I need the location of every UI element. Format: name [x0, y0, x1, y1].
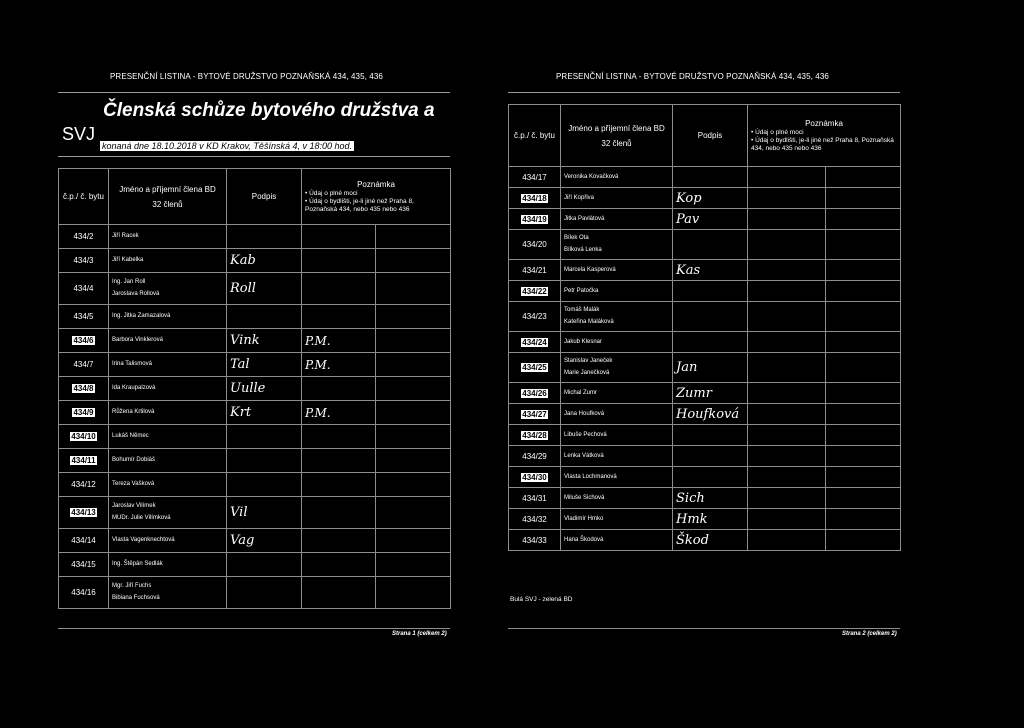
member-name: Jitka Pavlátová — [564, 215, 605, 222]
unit-number-text: 434/26 — [522, 388, 547, 398]
signature: Tal — [227, 353, 302, 377]
unit-number — [59, 529, 109, 553]
proxy-note — [302, 425, 376, 449]
member-name: Vladimír Hmko — [564, 515, 604, 522]
proxy-note — [748, 353, 826, 383]
member-name: Michal Zumr — [564, 389, 598, 396]
address-note — [376, 449, 451, 473]
table-row — [509, 209, 901, 230]
col-header-note — [748, 105, 901, 167]
proxy-note — [748, 332, 826, 353]
table-row — [509, 167, 901, 188]
proxy-note — [748, 488, 826, 509]
unit-number-text: 434/31 — [522, 493, 547, 503]
right-footer-rule — [508, 628, 900, 629]
unit-number-text: 434/28 — [522, 430, 547, 440]
unit-number — [59, 577, 109, 609]
left-attendance-table — [58, 168, 451, 609]
proxy-note — [302, 273, 376, 305]
unit-number — [509, 188, 561, 209]
left-title: Členská schůze bytového družstva a — [103, 100, 435, 121]
member-names — [109, 553, 227, 577]
table-row — [59, 273, 451, 305]
address-note — [376, 497, 451, 529]
table-row — [509, 446, 901, 467]
address-note — [376, 329, 451, 353]
signature: Krt — [227, 401, 302, 425]
signature: Škod — [673, 530, 748, 551]
signature: Houfková — [673, 404, 748, 425]
note-bullet-2: • Údaj o bydlišti, je-li jiné než Praha 8, Poznaňská 434, nebo 435 nebo 436 — [751, 137, 897, 153]
proxy-note — [302, 377, 376, 401]
member-names — [561, 353, 673, 383]
table-row — [509, 332, 901, 353]
address-note — [826, 467, 901, 488]
signature: Kop — [673, 188, 748, 209]
right-header: PRESENČNÍ LISTINA - BYTOVÉ DRUŽSTVO POZNAŇSKÁ 434, 435, 436 — [556, 72, 829, 81]
proxy-note — [748, 188, 826, 209]
unit-number-text: 434/30 — [522, 472, 547, 482]
member-names — [561, 509, 673, 530]
unit-number — [509, 383, 561, 404]
unit-number-text: 434/25 — [522, 363, 547, 372]
proxy-note — [748, 530, 826, 551]
unit-number — [59, 449, 109, 473]
unit-number — [59, 329, 109, 353]
left-subtitle: konaná dne 18.10.2018 v KD Krakov, Těšínská 4, v 18:00 hod. — [102, 141, 352, 151]
unit-number-text: 434/3 — [73, 256, 94, 265]
proxy-note — [302, 249, 376, 273]
unit-number-text: 434/2 — [73, 232, 94, 241]
unit-number-text: 434/33 — [522, 535, 547, 545]
unit-number-text: 434/16 — [71, 588, 96, 597]
address-note — [826, 383, 901, 404]
col-header-note — [302, 169, 451, 225]
member-names — [561, 530, 673, 551]
unit-number-text: 434/14 — [71, 536, 96, 545]
member-name: Vlasta Lochmanová — [564, 473, 617, 480]
unit-number — [509, 467, 561, 488]
proxy-note — [748, 260, 826, 281]
signature: Jan — [673, 353, 748, 383]
member-names — [109, 377, 227, 401]
member-name: Ing. Jan Roll — [112, 279, 146, 285]
left-header: PRESENČNÍ LISTINA - BYTOVÉ DRUŽSTVO POZNAŇSKÁ 434, 435, 436 — [110, 72, 383, 81]
address-note — [826, 332, 901, 353]
member-names — [109, 225, 227, 249]
member-name: Marcela Kasperová — [564, 266, 616, 273]
member-name: Jiří Kopřiva — [564, 194, 595, 201]
member-name: MUDr. Julie Vilímková — [112, 515, 171, 521]
table-row — [59, 553, 451, 577]
member-names — [561, 281, 673, 302]
table-row — [509, 488, 901, 509]
col-header-count: 32 členů — [601, 138, 632, 148]
member-name: Jiří Racek — [112, 233, 139, 239]
right-footer: Strana 2 (celkem 2) — [842, 631, 897, 637]
member-names — [109, 305, 227, 329]
member-names — [109, 249, 227, 273]
unit-number-text: 434/11 — [71, 456, 96, 465]
member-name: Jaroslava Rollová — [112, 291, 160, 297]
member-names — [561, 260, 673, 281]
table-row — [509, 530, 901, 551]
member-name: Libuše Pechová — [564, 431, 607, 438]
member-names — [561, 302, 673, 332]
unit-number — [509, 230, 561, 260]
signature — [673, 230, 748, 260]
address-note — [376, 473, 451, 497]
signature — [673, 446, 748, 467]
member-names — [109, 273, 227, 305]
table-row — [59, 425, 451, 449]
unit-number — [509, 509, 561, 530]
address-note — [376, 577, 451, 609]
member-names — [109, 473, 227, 497]
member-name: Tomáš Malák — [564, 307, 600, 313]
unit-number-text: 434/24 — [522, 337, 547, 347]
signature — [673, 302, 748, 332]
member-names — [561, 209, 673, 230]
proxy-note — [302, 529, 376, 553]
member-name: Barbora Vinklerová — [112, 337, 163, 343]
signature: Pav — [673, 209, 748, 230]
member-names — [109, 353, 227, 377]
address-note — [826, 353, 901, 383]
member-names — [561, 332, 673, 353]
unit-number — [509, 302, 561, 332]
table-row — [59, 305, 451, 329]
address-note — [826, 488, 901, 509]
table-row — [59, 249, 451, 273]
unit-number-text: 434/17 — [522, 172, 547, 182]
member-name: Ing. Jitka Zamazalová — [112, 313, 171, 319]
member-name: Stanislav Janeček — [564, 358, 613, 364]
table-row — [59, 473, 451, 497]
table-row — [59, 497, 451, 529]
unit-number — [509, 446, 561, 467]
signature: Uulle — [227, 377, 302, 401]
signature — [227, 473, 302, 497]
note-bullet-2: • Údaj o bydlišti, je-li jiné než Praha 8, Poznaňská 434, nebo 435 nebo 436 — [305, 198, 447, 214]
unit-number-text: 434/10 — [71, 432, 96, 441]
col-header-note-bullets — [305, 190, 447, 214]
member-name: Jana Houfková — [564, 410, 605, 417]
unit-number — [509, 260, 561, 281]
proxy-note — [302, 497, 376, 529]
table-row — [59, 529, 451, 553]
table-row — [509, 467, 901, 488]
proxy-note — [302, 305, 376, 329]
member-names — [109, 577, 227, 609]
proxy-note — [748, 281, 826, 302]
unit-number-text: 434/23 — [522, 312, 547, 321]
unit-number — [59, 425, 109, 449]
signature: Vil — [227, 497, 302, 529]
unit-number — [59, 497, 109, 529]
member-names — [561, 404, 673, 425]
address-note — [826, 167, 901, 188]
unit-number — [59, 353, 109, 377]
unit-number — [509, 167, 561, 188]
member-name: Lukáš Němec — [112, 433, 149, 439]
proxy-note — [748, 209, 826, 230]
signature: Sich — [673, 488, 748, 509]
unit-number — [509, 530, 561, 551]
address-note — [376, 529, 451, 553]
member-names — [561, 167, 673, 188]
member-name: Mgr. Jiří Fuchs — [112, 583, 152, 589]
member-name: Ida Kraupalzová — [112, 385, 156, 391]
unit-number-text: 434/13 — [71, 508, 96, 517]
address-note — [826, 404, 901, 425]
table-row — [509, 260, 901, 281]
unit-number — [509, 425, 561, 446]
address-note — [376, 553, 451, 577]
table-row — [509, 404, 901, 425]
table-row — [509, 302, 901, 332]
unit-number — [59, 225, 109, 249]
address-note — [826, 230, 901, 260]
note-bullet-1: • Údaj o plné moci — [305, 190, 447, 198]
member-names — [561, 446, 673, 467]
table-row — [59, 225, 451, 249]
unit-number-text: 434/19 — [522, 214, 547, 224]
table-row — [59, 449, 451, 473]
member-name: Petr Patočka — [564, 287, 599, 294]
address-note — [376, 425, 451, 449]
signature — [673, 332, 748, 353]
unit-number-text: 434/22 — [522, 286, 547, 296]
unit-number — [59, 249, 109, 273]
unit-number-text: 434/9 — [73, 408, 94, 417]
signature — [673, 167, 748, 188]
member-name: Bohumír Dobiáš — [112, 457, 156, 463]
member-name: Marie Janečková — [564, 370, 610, 376]
proxy-note — [302, 449, 376, 473]
unit-number — [509, 209, 561, 230]
signature — [673, 467, 748, 488]
member-names — [109, 497, 227, 529]
member-name: Hana Škodová — [564, 536, 604, 543]
member-names — [561, 230, 673, 260]
table-row — [59, 353, 451, 377]
unit-number-text: 434/5 — [73, 312, 94, 321]
member-names — [109, 529, 227, 553]
right-legend: Bulá SVJ - zelená BD — [510, 596, 573, 603]
member-name: Bibiana Fuchsová — [112, 595, 160, 601]
address-note — [376, 305, 451, 329]
signature: Kab — [227, 249, 302, 273]
table-row — [59, 401, 451, 425]
unit-number-text: 434/6 — [73, 336, 94, 345]
table-row — [509, 509, 901, 530]
signature: Kas — [673, 260, 748, 281]
col-header-name-label: Jméno a příjemní člena BD — [119, 184, 216, 194]
col-header-note-bullets — [751, 129, 897, 153]
left-footer: Strana 1 (celkem 2) — [392, 631, 447, 637]
left-header-rule — [58, 92, 450, 93]
unit-number-text: 434/32 — [522, 514, 547, 524]
member-name: Veronika Kovačková — [564, 173, 619, 180]
signature: Vag — [227, 529, 302, 553]
address-note — [826, 209, 901, 230]
proxy-note — [748, 509, 826, 530]
member-names — [109, 329, 227, 353]
unit-number — [59, 401, 109, 425]
unit-number — [59, 273, 109, 305]
member-names — [109, 401, 227, 425]
proxy-note — [302, 577, 376, 609]
col-header-sign: Podpis — [227, 169, 302, 225]
address-note — [376, 377, 451, 401]
unit-number-text: 434/21 — [522, 265, 547, 275]
member-names — [561, 467, 673, 488]
member-names — [109, 425, 227, 449]
proxy-note — [748, 404, 826, 425]
member-name: Ing. Štěpán Sedlák — [112, 561, 163, 567]
proxy-note — [748, 383, 826, 404]
address-note — [826, 446, 901, 467]
unit-number — [59, 305, 109, 329]
signature — [227, 553, 302, 577]
unit-number-text: 434/27 — [522, 409, 547, 419]
col-header-cp: č.p./ č. bytu — [59, 169, 109, 225]
proxy-note — [302, 473, 376, 497]
table-row — [509, 425, 901, 446]
unit-number-text: 434/18 — [522, 193, 547, 203]
signature — [227, 305, 302, 329]
member-name: Miluše Sichová — [564, 494, 605, 501]
right-attendance-table — [508, 104, 901, 551]
address-note — [376, 249, 451, 273]
unit-number-text: 434/20 — [522, 240, 547, 249]
member-names — [561, 425, 673, 446]
col-header-name — [561, 105, 673, 167]
col-header-note-title: Poznámka — [357, 180, 395, 189]
proxy-note — [302, 553, 376, 577]
address-note — [376, 273, 451, 305]
address-note — [826, 260, 901, 281]
unit-number — [509, 488, 561, 509]
table-row — [509, 383, 901, 404]
unit-number-text: 434/4 — [73, 284, 94, 293]
proxy-note — [748, 425, 826, 446]
col-header-sign: Podpis — [673, 105, 748, 167]
table-row — [509, 353, 901, 383]
address-note — [826, 425, 901, 446]
member-name: Bílková Lenka — [564, 247, 602, 253]
member-name: Kateřina Maláková — [564, 319, 614, 325]
left-subtitle-rule — [58, 156, 450, 157]
signature — [227, 425, 302, 449]
address-note — [376, 401, 451, 425]
unit-number-text: 434/7 — [73, 360, 94, 369]
table-row — [509, 188, 901, 209]
member-name: Jiří Kabelka — [112, 257, 144, 263]
table-row — [59, 577, 451, 609]
signature: Vink — [227, 329, 302, 353]
member-name: Tereza Vašková — [112, 481, 155, 487]
unit-number — [59, 473, 109, 497]
col-header-cp: č.p./ č. bytu — [509, 105, 561, 167]
col-header-note-title: Poznámka — [805, 119, 843, 128]
proxy-note: P.M. — [302, 329, 376, 353]
member-names — [561, 188, 673, 209]
proxy-note — [748, 230, 826, 260]
proxy-note — [748, 467, 826, 488]
signature — [227, 449, 302, 473]
address-note — [826, 281, 901, 302]
note-bullet-1: • Údaj o plné moci — [751, 129, 897, 137]
unit-number — [59, 377, 109, 401]
signature: Zumr — [673, 383, 748, 404]
signature — [673, 425, 748, 446]
right-header-rule — [508, 92, 900, 93]
unit-number — [509, 332, 561, 353]
table-row — [59, 377, 451, 401]
unit-number — [509, 281, 561, 302]
address-note — [376, 225, 451, 249]
member-name: Bílek Ota — [564, 235, 589, 241]
proxy-note: P.M. — [302, 353, 376, 377]
address-note — [826, 509, 901, 530]
unit-number-text: 434/15 — [71, 560, 96, 569]
member-name: Lenka Vátková — [564, 452, 604, 459]
unit-number — [509, 404, 561, 425]
left-footer-rule — [58, 628, 450, 629]
signature — [673, 281, 748, 302]
unit-number — [59, 553, 109, 577]
unit-number — [509, 353, 561, 383]
address-note — [826, 188, 901, 209]
member-names — [561, 383, 673, 404]
proxy-note — [748, 302, 826, 332]
member-name: Irina Talismová — [112, 361, 152, 367]
unit-number-text: 434/8 — [73, 384, 94, 393]
member-name: Jakub Klesnar — [564, 338, 603, 345]
signature — [227, 577, 302, 609]
signature: Hmk — [673, 509, 748, 530]
member-names — [109, 449, 227, 473]
proxy-note — [748, 446, 826, 467]
signature: Roll — [227, 273, 302, 305]
address-note — [376, 353, 451, 377]
address-note — [826, 302, 901, 332]
member-name: Jaroslav Vilímek — [112, 503, 156, 509]
left-svj: SVJ — [62, 124, 96, 144]
proxy-note: P.M. — [302, 401, 376, 425]
proxy-note — [302, 225, 376, 249]
member-name: Vlasta Vagenknechtová — [112, 537, 175, 543]
col-header-name — [109, 169, 227, 225]
table-row — [509, 281, 901, 302]
col-header-count: 32 členů — [152, 199, 183, 209]
member-names — [561, 488, 673, 509]
signature — [227, 225, 302, 249]
proxy-note — [748, 167, 826, 188]
col-header-name-label: Jméno a příjemní člena BD — [568, 123, 665, 133]
unit-number-text: 434/12 — [71, 480, 96, 489]
table-row — [509, 230, 901, 260]
member-name: Růžena Krtilová — [112, 409, 155, 415]
address-note — [826, 530, 901, 551]
table-row — [59, 329, 451, 353]
unit-number-text: 434/29 — [522, 451, 547, 461]
